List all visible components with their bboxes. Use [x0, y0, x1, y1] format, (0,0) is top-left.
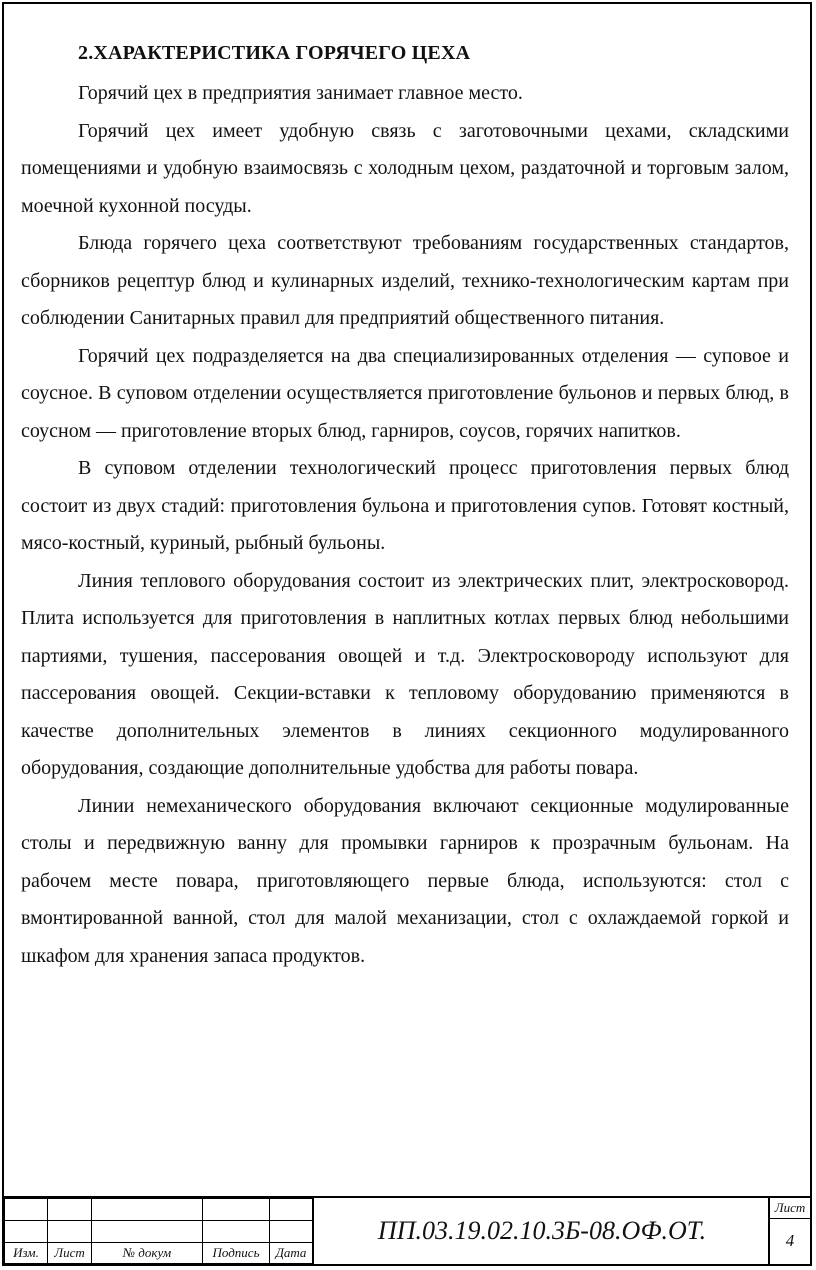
title-block-stamp	[4, 1196, 810, 1264]
section-title: 2.ХАРАКТЕРИСТИКА ГОРЯЧЕГО ЦЕХА	[78, 42, 471, 64]
stamp-col-doc: № докум	[92, 1243, 203, 1264]
document-body	[21, 75, 789, 975]
stamp-col-date: Дата	[270, 1243, 313, 1264]
stamp-col-sign: Подпись	[203, 1243, 270, 1264]
stamp-grid	[4, 1198, 313, 1264]
paragraph-5: В суповом отделении технологический процесс приготовления первых блюд состоит из двух стадий: приготовления бульона и приготовления супов. Готовят костный, мясо-костный, куриный, рыбный бульоны.	[21, 457, 789, 554]
document-page	[2, 2, 812, 1266]
sheet-number: 4	[785, 1231, 795, 1250]
paragraph-6: Линия теплового оборудования состоит из электрических плит, электросковород. Плита используется для приготовления в наплитных котлах первых блюд небольшими партиями, тушения, пассерования овощей и т.д. Электросковороду используют для пассерования овощей. Секции-вставки к тепловому оборудованию применяются в качестве дополнительных элементов в линиях секционного модулированного оборудования, создающие дополнительные удобства для работы повара.	[21, 569, 789, 779]
paragraph-1: Горячий цех в предприятия занимает главное место.	[78, 82, 523, 104]
stamp-col-izm: Изм.	[5, 1243, 48, 1264]
sheet-number-box	[768, 1198, 810, 1264]
paragraph-3: Блюда горячего цеха соответствуют требованиям государственных стандартов, сборников рецептур блюд и кулинарных изделий, технико-технологическим картам при соблюдении Санитарных правил для предприятий общественного питания.	[21, 232, 789, 329]
stamp-col-list: Лист	[48, 1243, 92, 1264]
sheet-label: Лист	[770, 1198, 810, 1219]
paragraph-7: Линии немеханического оборудования включают секционные модулированные столы и передвижную ванну для промывки гарниров к прозрачным бульонам. На рабочем месте повара, приготовляющего первые блюда, используются: стол с вмонтированной ванной, стол для малой механизации, стол с охлаждаемой горкой и шкафом для хранения запаса продуктов.	[21, 794, 789, 967]
paragraph-2: Горячий цех имеет удобную связь с заготовочными цехами, складскими помещениями и удобную взаимосвязь с холодным цехом, раздаточной и торговым залом, моечной кухонной посуды.	[21, 119, 789, 217]
stamp-divider	[312, 1198, 314, 1264]
document-code: ПП.03.19.02.10.3Б-08.ОФ.ОТ.	[377, 1216, 707, 1245]
paragraph-4: Горячий цех подразделяется на два специализированных отделения — суповое и соусное. В суповом отделении осуществляется приготовление бульонов и первых блюд, в соусном — приготовление вторых блюд, гарниров, соусов, горячих напитков.	[21, 344, 789, 442]
